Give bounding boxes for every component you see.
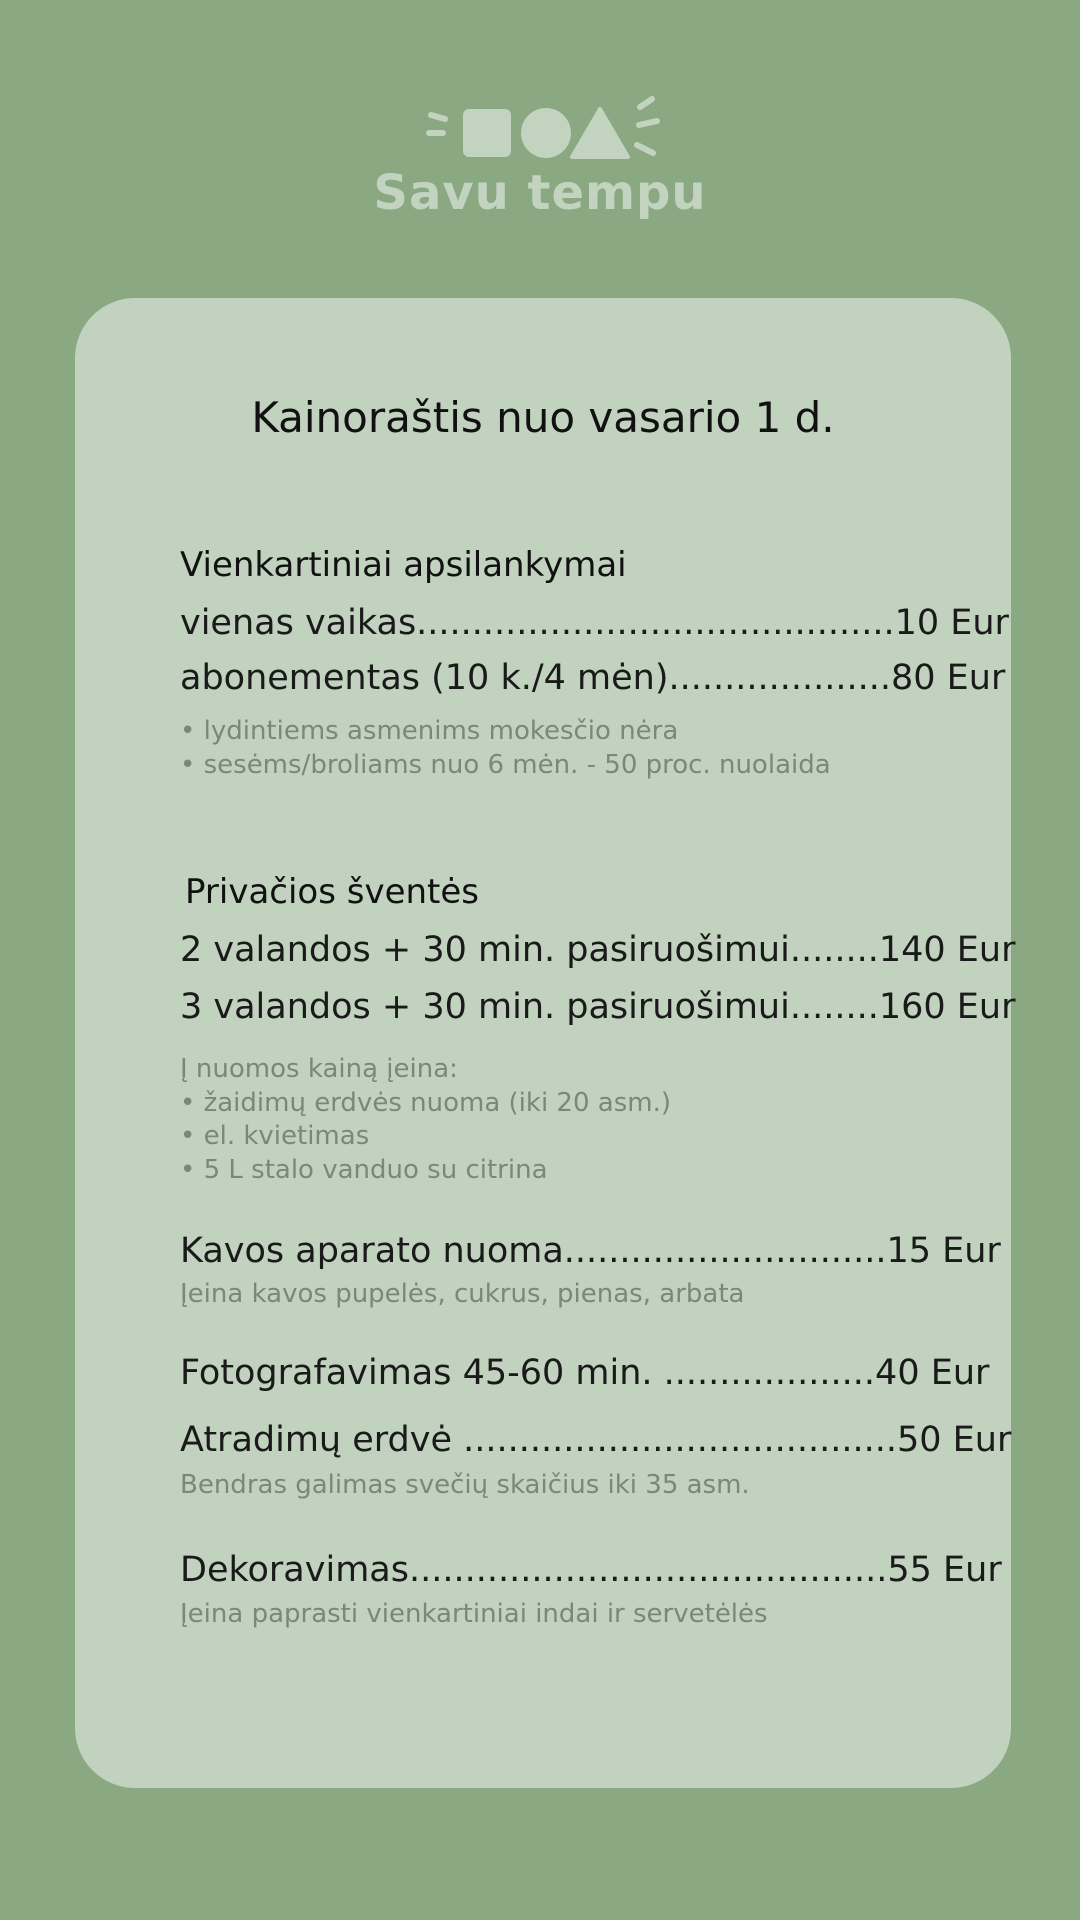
price-list-card <box>75 298 1016 1788</box>
note-decorating: Įeina paprasti vienkartiniai indai ir servetėlės <box>180 1599 768 1629</box>
note-included-heading: Į nuomos kainą įeina: <box>180 1054 458 1084</box>
section-heading-private-parties: Privačios šventės <box>185 872 480 912</box>
price-row-single-child: vienas vaikas...........................................10 Eur <box>180 603 1009 643</box>
price-row-decorating: Dekoravimas...........................................55 Eur <box>180 1550 1002 1590</box>
price-row-coffee-machine: Kavos aparato nuoma.............................15 Eur <box>180 1231 1001 1271</box>
shapes-icon <box>425 95 665 165</box>
price-row-subscription: abonementas (10 k./4 mėn)....................80 Eur <box>180 658 1006 698</box>
note-included-space: • žaidimų erdvės nuoma (iki 20 asm.) <box>180 1088 671 1118</box>
note-included-invite: • el. kvietimas <box>180 1121 370 1151</box>
price-row-photography: Fotografavimas 45-60 min. ...................40 Eur <box>180 1353 990 1393</box>
page-title: Kainoraštis nuo vasario 1 d. <box>251 393 835 442</box>
section-heading-single-visits: Vienkartiniai apsilankymai <box>180 545 627 585</box>
note-companions: • lydintiems asmenims mokesčio nėra <box>180 716 679 746</box>
logo-text: Savu tempu <box>373 165 707 221</box>
price-row-3-hours: 3 valandos + 30 min. pasiruošimui........160 Eur <box>180 987 1016 1027</box>
note-discovery-space: Bendras galimas svečių skaičius iki 35 asm. <box>180 1470 750 1500</box>
note-coffee-machine: Įeina kavos pupelės, cukrus, pienas, arbata <box>180 1279 745 1309</box>
note-included-water: • 5 L stalo vanduo su citrina <box>180 1155 548 1185</box>
brand-logo <box>0 95 1080 225</box>
price-row-2-hours: 2 valandos + 30 min. pasiruošimui........140 Eur <box>180 930 1016 970</box>
note-siblings: • sesėms/broliams nuo 6 mėn. - 50 proc. nuolaida <box>180 750 831 780</box>
price-row-discovery-space: Atradimų erdvė .......................................50 Eur <box>180 1420 1012 1460</box>
